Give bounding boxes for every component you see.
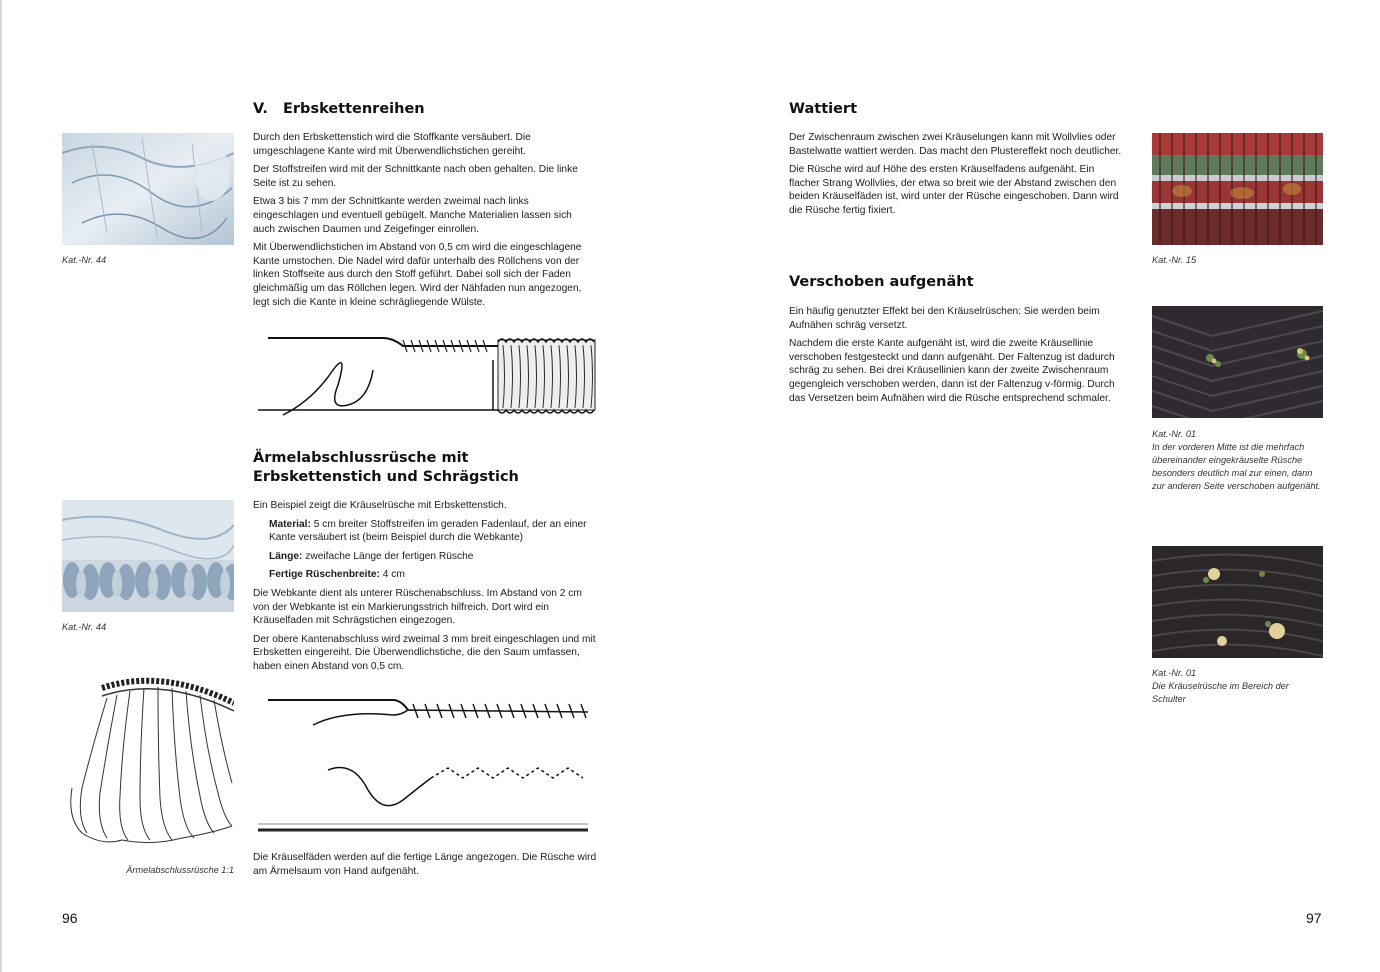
left-para-2: Der Stoffstreifen wird mit der Schnittkante nach oben gehalten. Die linke Seite ist zu sehen. [253,164,578,189]
left-final-text [253,851,598,883]
left-para-4: Mit Überwendlichstichen im Abstand von 0,5 cm wird die eingeschlagene Kante umstochen. Die Nadel wird dafür unterhalb des Röllchens von der linken Stoffseite aus durch den Stoff geführt. Dabei soll sich der Faden gleichmäßig um das Röllchen legen. Wird der Nähfaden nun angezogen, legt sich die Kante in kleine schrägliegende Wülste. [253,242,582,308]
caption-kat-44-b: Kat.-Nr. 44 [62,622,107,632]
right-wattiert-text [789,131,1127,223]
left-para-3: Etwa 3 bis 7 mm der Schnittkante werden zweimal nach links eingeschlagen und eventuell gebügelt. Manche Materialien lassen sich auch zwischen Daumen und Zeigefinger einrollen. [253,196,572,235]
heading-erbskettenreihen: V. Erbskettenreihen [253,101,425,117]
photo-fabric-blue-ruffle [62,500,234,612]
heading-wattiert: Wattiert [789,101,858,117]
right-para-1: Der Zwischenraum zwischen zwei Kräuselungen kann mit Wollvlies oder Bastelwatte wattiert werden. Das macht den Plustereffekt noch deutlicher. [789,132,1122,157]
page-edge [0,0,2,972]
caption-kat-01-a: Kat.-Nr. 01 In der vorderen Mitte ist die mehrfach übereinander eingekräuselte Rüsche besonders deutlich mal zur einen, dann zur anderen Seite verschoben aufgenäht. [1152,429,1321,491]
heading-verschoben-aufgenaeht: Verschoben aufgenäht [789,274,974,290]
heading-aermelabschlussruesche: Ärmelabschlussrüsche mit Erbskettenstich und Schrägstich [253,450,519,485]
diagram-erbskette-stitch [253,330,598,425]
left-para-8: Die Kräuselfäden werden auf die fertige Länge angezogen. Die Rüsche wird am Ärmelsaum von Hand aufgenäht. [253,852,597,877]
photo-fabric-blue-1 [62,133,234,245]
left-ruesche-text [253,499,598,679]
left-para-6: Die Webkante dient als unterer Rüschenabschluss. Im Abstand von 2 cm von der Webkante ist ein Markierungsstrich hilfreich. Dort wird ein Kräuselfaden mit Schrägstichen eingezogen. [253,587,582,627]
laenge-line [253,550,598,564]
page-number-left: 96 [62,910,78,926]
caption-kat-44-a: Kat.-Nr. 44 [62,255,107,265]
left-intro-text [253,131,591,314]
drawing-ruffle-1-1 [62,668,234,846]
photo-dark-ruffle-1 [1152,306,1323,418]
material-line [253,518,598,545]
left-para-5: Ein Beispiel zeigt die Kräuselrüsche mit Erbskettenstich. [253,500,507,511]
right-para-4: Nachdem die erste Kante aufgenäht ist, wird die zweite Kräusellinie verschoben festgesteckt und dann aufgenäht. Der Faltenzug ist dadurch schräg zu sehen. Bei drei Kräusellinien kann der zweite Zwischenraum gegengleich verschoben werden, dann ist der Faltenzug v-förmig. Durch das Versetzen beim Aufnähen wird die Rüsche entsprechend schmaler. [789,338,1115,404]
breite-line [253,568,598,582]
caption-kat-01-b: Kat.-Nr. 01 Die Kräuselrüsche im Bereich der Schulter [1152,668,1289,704]
material-label: Material: [269,518,311,530]
left-para-7: Der obere Kantenabschluss wird zweimal 3 mm breit eingeschlagen und mit Erbsketten eingereiht. Die Überwendlichstiche, die den Saum umfassen, haben einen Abstand von 0,5 cm. [253,633,596,672]
left-para-1: Durch den Erbskettenstich wird die Stoffkante versäubert. Die umgeschlagene Kante wird mit Überwendlichstichen gereiht. [253,132,531,157]
laenge-text: zweifache Länge der fertigen Rüsche [302,550,474,562]
diagram-schraegstich [253,690,598,840]
material-text: 5 cm breiter Stoffstreifen im geraden Fadenlauf, der an einer Kante versäubert ist (beim Beispiel durch die Webkante) [269,518,587,544]
caption-kat-15: Kat.-Nr. 15 [1152,255,1197,265]
caption-ruffle-1-1: Ärmelabschlussrüsche 1:1 [126,865,234,875]
photo-dark-ruffle-2 [1152,546,1323,658]
right-para-3: Ein häufig genutzter Effekt bei den Kräuselrüschen: Sie werden beim Aufnähen schräg versetzt. [789,306,1100,331]
right-verschoben-text [789,305,1127,410]
breite-label: Fertige Rüschenbreite: [269,569,380,581]
photo-padded-ruffle [1152,133,1323,245]
page-number-right: 97 [1306,910,1322,926]
breite-text: 4 cm [379,569,405,581]
laenge-label: Länge: [269,550,303,562]
right-para-2: Die Rüsche wird auf Höhe des ersten Kräuselfadens aufgenäht. Ein flacher Strang Wollvlies, der etwa so breit wie der Abstand zwischen den beiden Kräuselfäden ist, wird unter der Rüsche eingeschoben. Dann wird die Rüsche fertig fixiert. [789,164,1119,216]
